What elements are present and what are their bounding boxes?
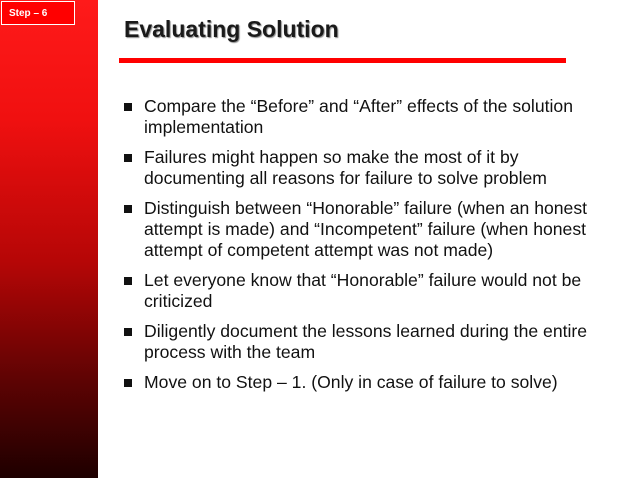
list-item <box>124 198 594 261</box>
bullet-text: Move on to Step – 1. (Only in case of failure to solve) <box>144 372 558 392</box>
bullet-square-icon <box>124 328 132 336</box>
step-badge: Step – 6 <box>1 1 75 25</box>
sidebar-gradient <box>0 0 98 478</box>
bullet-text: Diligently document the lessons learned during the entire process with the team <box>144 321 588 362</box>
title-underline <box>119 58 566 63</box>
bullet-square-icon <box>124 205 132 213</box>
bullet-square-icon <box>124 154 132 162</box>
bullet-square-icon <box>124 277 132 285</box>
bullet-text: Failures might happen so make the most of it by documenting all reasons for failure to solve problem <box>144 147 547 188</box>
list-item <box>124 96 594 138</box>
bullet-text: Distinguish between “Honorable” failure (when an honest attempt is made) and “Incompetent” failure (when honest attempt of competent attempt was not made) <box>144 198 588 260</box>
bullet-text: Compare the “Before” and “After” effects of the solution implementation <box>144 96 573 137</box>
bullet-square-icon <box>124 379 132 387</box>
list-item <box>124 321 594 363</box>
bullet-list <box>124 96 594 402</box>
list-item <box>124 270 594 312</box>
bullet-text: Let everyone know that “Honorable” failure would not be criticized <box>144 270 582 311</box>
list-item <box>124 147 594 189</box>
list-item <box>124 372 594 393</box>
bullet-square-icon <box>124 103 132 111</box>
slide-title: Evaluating Solution <box>124 16 339 42</box>
